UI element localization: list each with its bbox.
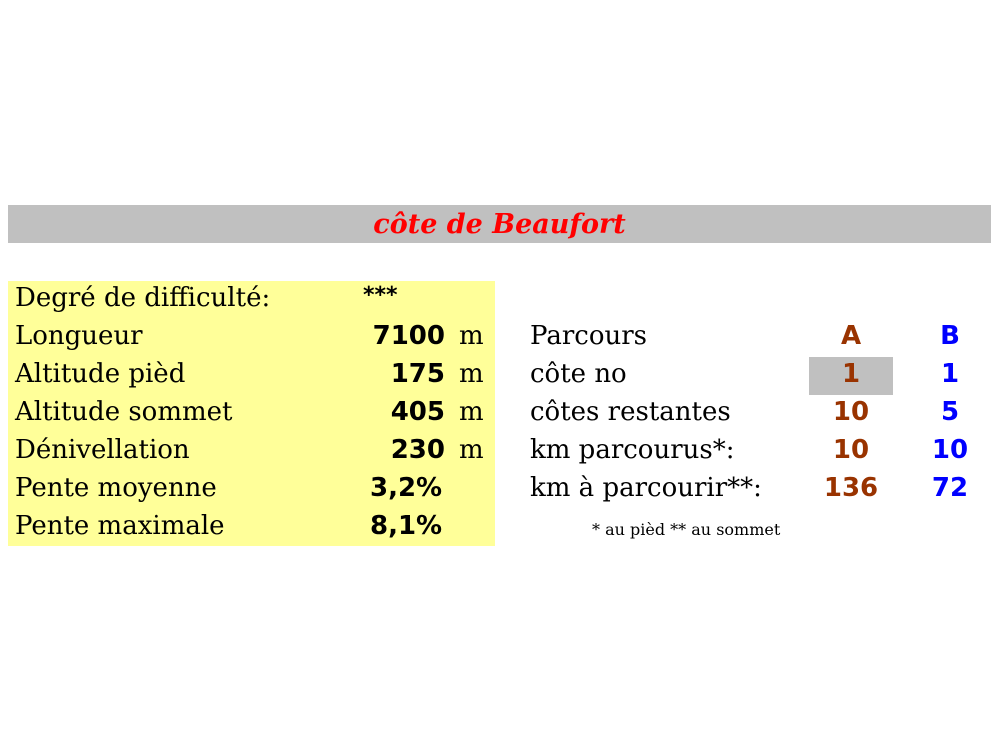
route-row-label: côte no (530, 359, 627, 389)
route-row-b-value: 10 (931, 435, 969, 465)
alt-top-row (8, 395, 495, 433)
route-row-label: côtes restantes (530, 397, 731, 427)
route-row-label: km à parcourir**: (530, 473, 762, 503)
route-row-b-value: 72 (931, 473, 969, 503)
route-row-a-value: 1 (841, 359, 861, 389)
difficulty-value: *** (363, 283, 398, 308)
elevation-value: 230 (390, 435, 445, 465)
route-row-a-value: 10 (832, 435, 870, 465)
alt-top-label: Altitude sommet (15, 397, 233, 427)
alt-foot-row (8, 357, 495, 395)
elevation-unit: m (459, 435, 484, 465)
max-slope-row (8, 509, 495, 547)
route-row-cotes-restantes (530, 395, 980, 433)
max-slope-label: Pente maximale (15, 511, 225, 541)
stats-panel (8, 281, 495, 546)
route-row-km-parcourus (530, 433, 980, 471)
route-col-b-header: B (940, 321, 960, 351)
avg-slope-label: Pente moyenne (15, 473, 217, 503)
alt-foot-label: Altitude pièd (15, 359, 186, 389)
elevation-row (8, 433, 495, 471)
route-row-cote-no (530, 357, 980, 395)
max-slope-value: 8,1% (370, 511, 443, 541)
route-row-a-value: 10 (832, 397, 870, 427)
length-label: Longueur (15, 321, 143, 351)
alt-foot-value: 175 (390, 359, 445, 389)
route-header-label: Parcours (530, 321, 647, 351)
route-row-label: km parcourus*: (530, 435, 735, 465)
alt-top-value: 405 (390, 397, 445, 427)
difficulty-row (8, 281, 495, 319)
alt-foot-unit: m (459, 359, 484, 389)
route-row-km-a-parcourir (530, 471, 980, 509)
footnote: * au pièd ** au sommet (592, 520, 781, 539)
route-row-b-value: 1 (940, 359, 960, 389)
route-row-b-value: 5 (940, 397, 960, 427)
route-row-a-value: 136 (823, 473, 879, 503)
elevation-label: Dénivellation (15, 435, 190, 465)
avg-slope-row (8, 471, 495, 509)
length-row (8, 319, 495, 357)
page-title: côte de Beaufort (373, 209, 626, 240)
avg-slope-value: 3,2% (370, 473, 443, 503)
route-header-row (530, 319, 980, 357)
difficulty-label: Degré de difficulté: (15, 283, 271, 313)
length-value: 7100 (372, 321, 445, 351)
route-col-a-header: A (840, 321, 862, 351)
length-unit: m (459, 321, 484, 351)
alt-top-unit: m (459, 397, 484, 427)
title-bar (8, 205, 991, 243)
